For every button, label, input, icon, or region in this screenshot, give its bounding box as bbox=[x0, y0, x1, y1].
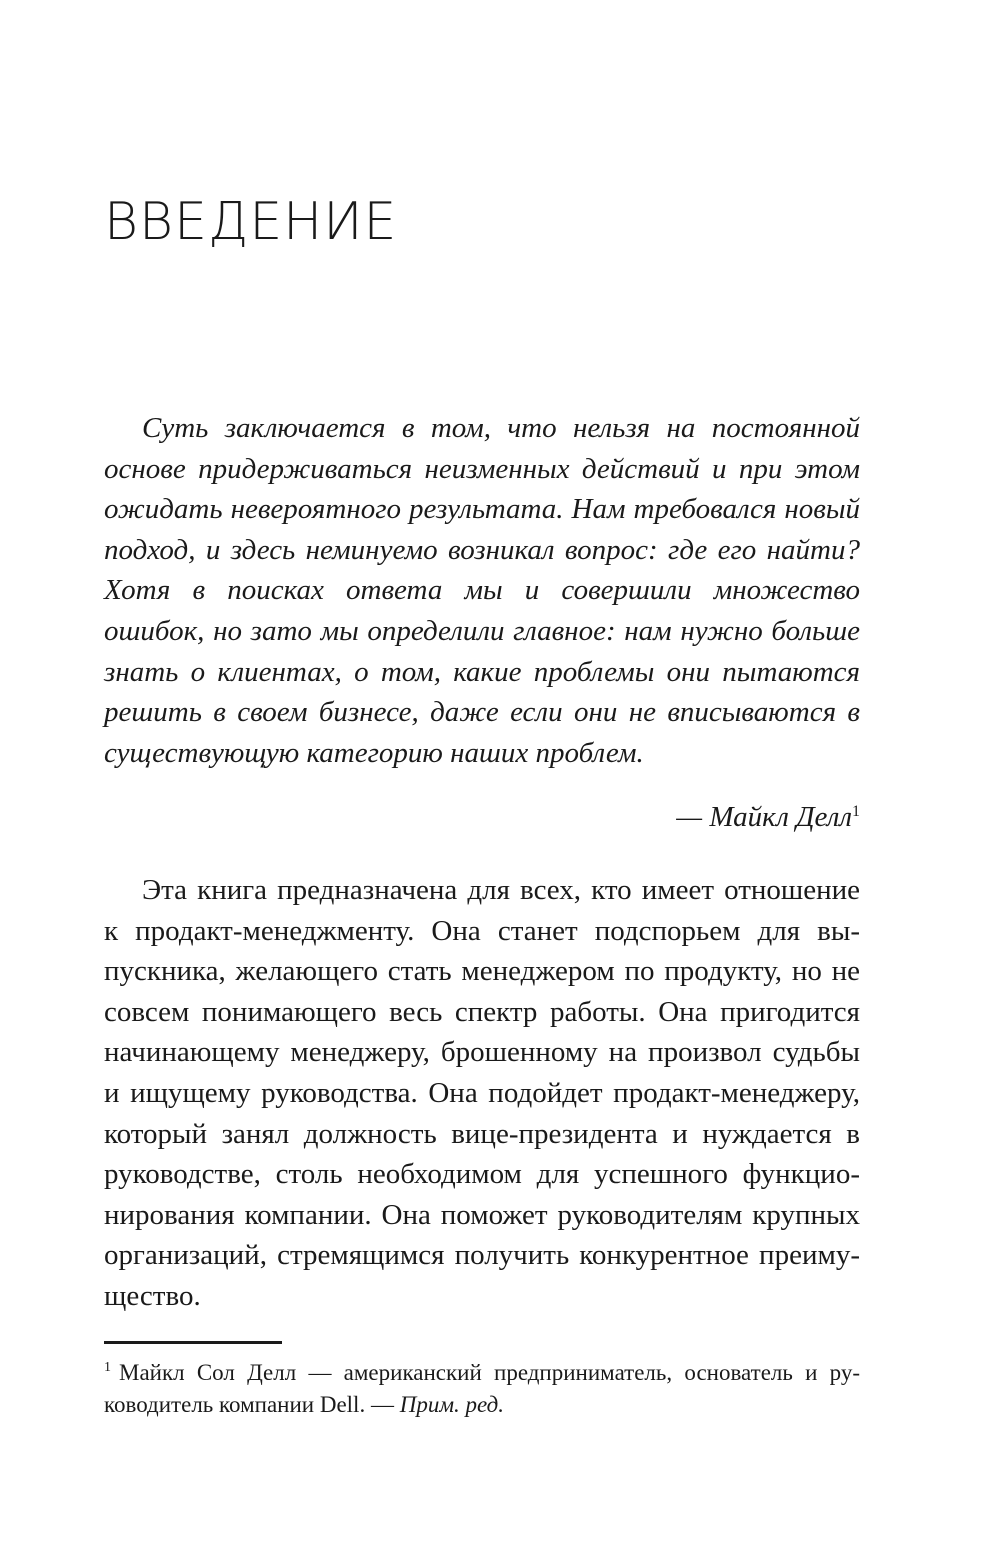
footnote-divider bbox=[104, 1341, 282, 1344]
footnote-text: Майкл Сол Делл — американский предприниматель, основатель и руководитель компании Dell. — bbox=[104, 1360, 860, 1417]
epigraph-attribution bbox=[676, 792, 860, 838]
body-paragraph: Эта книга предназначена для всех, кто имеет отношение к продакт-менеджменту. Она станет подспорьем для выпускника, желающего стать менеджером по продукту, но не совсем понимающего весь спектр работы. Она пригодится начинающему менеджеру, брошенному на произвол судьбы и ищущему руководства. Она подойдет продакт-менеджеру, который занял должность вице-президента и нуждается в руководстве, столь необходимом для успешного функционирования компании. Она поможет руководителям крупных организаций, стремящимся получить конкурентное преимущество. bbox=[104, 874, 860, 1312]
chapter-title: ВВЕДЕНИЕ bbox=[104, 192, 398, 252]
epigraph-author: — Майкл Делл bbox=[676, 801, 852, 833]
footnote-reference: 1 bbox=[852, 803, 860, 820]
footnote-editor-note: Прим. ред. bbox=[399, 1392, 505, 1417]
epigraph-quote: Суть заключается в том, что нельзя на постоянной основе придерживаться неизменных действий и при этом ожидать невероятного результата. Нам требовался новый подход, и здесь неминуемо возникал вопрос: где его найти? Хотя в поисках ответа мы и совершили множество ошибок, но зато мы определили главное: нам нужно больше знать о клиентах, о том, какие проблемы они пытаются решить в своем бизнесе, даже если они не вписываются в существующую категорию наших проблем. bbox=[104, 412, 860, 769]
footnote-number: 1 bbox=[104, 1360, 111, 1375]
footnote bbox=[104, 1352, 860, 1421]
